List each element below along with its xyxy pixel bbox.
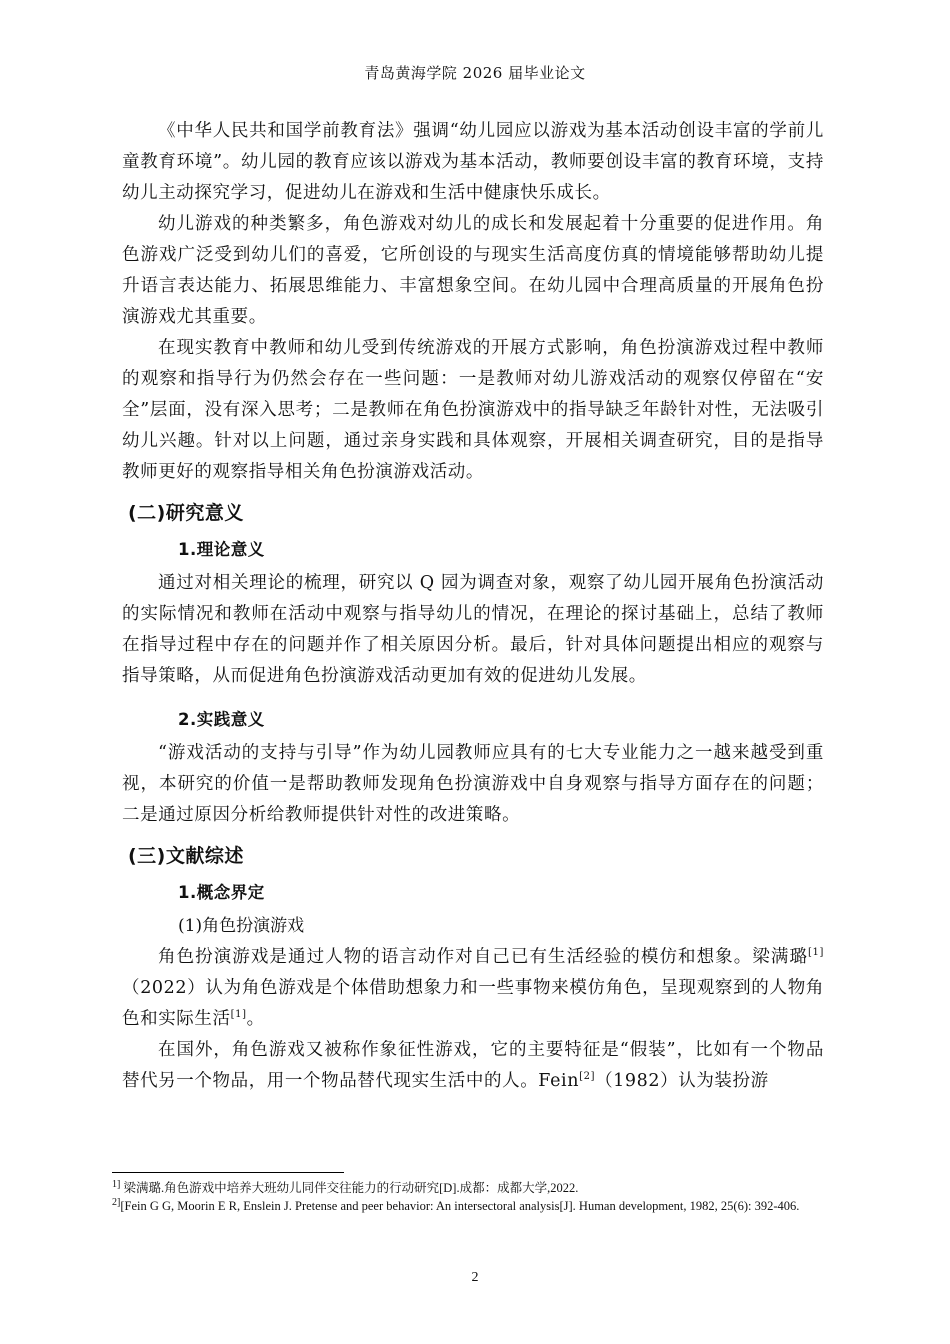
citation-1: [1] [808, 947, 824, 959]
page-header: 青岛黄海学院 2026 届毕业论文 [364, 64, 586, 82]
citation-1-repeat: [1] [230, 1009, 247, 1021]
footnote-1-mark: 1] [112, 1178, 121, 1190]
section-heading-literature-review: (三)文献综述 [128, 845, 244, 867]
section-heading-research-significance: (二)研究意义 [128, 502, 244, 524]
footnote-2-text: [Fein G G, Moorin E R, Enslein J. Pretense and peer behavior: An intersectoral analysis[J]. Human development, 1982, 25(6): 392-406. [120, 1199, 800, 1213]
document-body [122, 116, 824, 1097]
subheading-concept-definition: 1.概念界定 [178, 883, 265, 902]
paragraph-4: 通过对相关理论的梳理，研究以 Q 园为调查对象，观察了幼儿园开展角色扮演活动的实际情况和教师在活动中观察与指导幼儿的情况，在理论的探讨基础上，总结了教师在指导过程中存在的问题并作了相关原因分析。最后，针对具体问题提出相应的观察与指导策略，从而促进角色扮演游戏活动更加有效的促进幼儿发展。 [122, 573, 824, 686]
paragraph-2: 幼儿游戏的种类繁多，角色游戏对幼儿的成长和发展起着十分重要的促进作用。角色游戏广泛受到幼儿们的喜爱，它所创设的与现实生活高度仿真的情境能够帮助幼儿提升语言表达能力、拓展思维能力、丰富想象空间。在幼儿园中合理高质量的开展角色扮演游戏尤其重要。 [122, 214, 824, 327]
footnote-1-text: 梁满璐.角色游戏中培养大班幼儿同伴交往能力的行动研究[D].成都：成都大学,2022. [120, 1181, 579, 1195]
paragraph-6-text-b: （2022）认为角色游戏是个体借助想象力和一些事物来模仿角色，呈现观察到的人物角色和实际生活 [122, 978, 824, 1029]
paragraph-3: 在现实教育中教师和幼儿受到传统游戏的开展方式影响，角色扮演游戏过程中教师的观察和指导行为仍然会存在一些问题：一是教师对幼儿游戏活动的观察仅停留在“安全”层面，没有深入思考；二是教师在角色扮演游戏中的指导缺乏年龄针对性，无法吸引幼儿兴趣。针对以上问题，通过亲身实践和具体观察，开展相关调查研究，目的是指导教师更好的观察指导相关角色扮演游戏活动。 [122, 338, 824, 482]
footnote-1 [112, 1180, 836, 1197]
paragraph-7 [122, 1035, 824, 1097]
paragraph-1: 《中华人民共和国学前教育法》强调“幼儿园应以游戏为基本活动创设丰富的学前儿童教育环境”。幼儿园的教育应该以游戏为基本活动，教师要创设丰富的教育环境，支持幼儿主动探究学习，促进幼儿在游戏和生活中健康快乐成长。 [122, 121, 824, 203]
footnotes [112, 1180, 836, 1216]
subheading-practical-significance: 2.实践意义 [178, 710, 265, 729]
footnote-divider [112, 1172, 344, 1173]
subheading-theoretical-significance: 1.理论意义 [178, 540, 265, 559]
paragraph-6-text-a: 角色扮演游戏是通过人物的语言动作对自己已有生活经验的模仿和想象。梁满璐 [158, 947, 809, 967]
page-number: 2 [471, 1270, 479, 1285]
paragraph-5: “游戏活动的支持与引导”作为幼儿园教师应具有的七大专业能力之一越来越受到重视，本研究的价值一是帮助教师发现角色扮演游戏中自身观察与指导方面存在的问题；二是通过原因分析给教师提供针对性的改进策略。 [122, 743, 824, 825]
footnote-2 [112, 1198, 836, 1215]
paragraph-7-text-b: （1982）认为装扮游 [595, 1071, 769, 1091]
citation-2: [2] [579, 1071, 596, 1083]
paragraph-7-text-a: 在国外，角色游戏又被称作象征性游戏，它的主要特征是“假装”，比如有一个物品替代另一个物品，用一个物品替代现实生活中的人。Fein [122, 1040, 824, 1091]
paragraph-6-text-c: 。 [246, 1009, 265, 1029]
item-role-play-game: (1)角色扮演游戏 [178, 916, 305, 936]
footnote-2-mark: 2] [112, 1196, 121, 1208]
paragraph-6 [122, 942, 824, 1035]
